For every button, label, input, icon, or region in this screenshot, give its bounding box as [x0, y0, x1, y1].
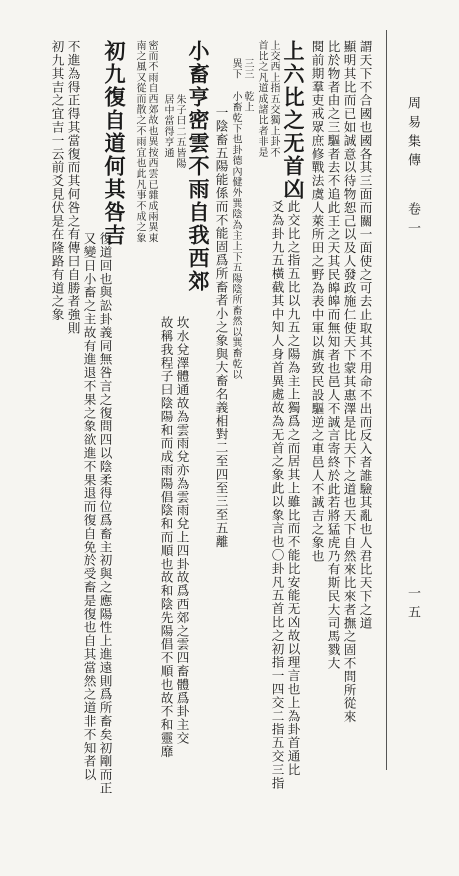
text-column: 又變日小畜之主故有進退不果之象欲進不果退而復自免於受畜是復也自其當然之道非不知者以 — [81, 232, 97, 782]
text-column: 閱前期羣吏戒眾庶修戰法虞人萊所田之野為表中軍以旗致民設驅逆之車邑人不誠吉之象也 — [309, 40, 325, 563]
hexagram-label: 異下 小畜乾下也卦德內健外巽陰為主上下五陽陰所畜然以巽畜乾以 — [230, 58, 241, 380]
text-column: 一陰畜五陽能係而不能固爲所畜者小之象與大畜名義相對二至四至三至五離 — [213, 106, 229, 549]
annotation-column: 朱子曰二五皆陽 — [174, 94, 185, 169]
book-title-label: 周易集傳 — [405, 96, 420, 172]
text-column: 初九其吉之宜吉一云前爻見伏是在隆路有道之象 — [49, 40, 65, 322]
annotation-column: 首比之凡道成諸比者非是 — [256, 40, 267, 158]
text-column: 坎水兌澤體通故為雲雨兌亦為雲雨兌上四卦故爲西郊之雲四畜體爲卦主交 — [174, 316, 190, 745]
text-column: 比於物者由之三驅者去不追此王之天其民皞皞而無知者也邑人不誠言寄終於此若將猛虎乃有斯民大司馬戮大 — [325, 40, 341, 670]
margin-rule — [386, 30, 387, 770]
annotation-column: 南之風又從而散之不雨宜也此凡事不成之象 — [134, 40, 145, 244]
line-heading: 上六比之无首凶 — [281, 40, 306, 201]
text-column: 此交比之指五比以九五之陽為主上獨爲之而居其上雖比而不能比安能无凶故以理言也上為卦首通比 — [285, 200, 301, 777]
text-column: 謂天下不合國也國各其三面而關一面使之可去止取其不用命不出而反入者誰驗其亂也人君比天下之道 — [357, 40, 373, 630]
annotation-column: 密而不雨自西郊故也異按西雲已雜成兩異東 — [146, 40, 157, 244]
page-number-label: 一五 — [405, 586, 420, 624]
text-column: 不進為得正得其當復而其何咎之有傳曰自勝者強則 — [65, 40, 81, 335]
text-column: 爻為卦九五橫截其中知人身首異處故為无首之象此以象言也〇卦凡五首比之初指一四交二指五交三指 — [269, 200, 285, 790]
line-heading: 初九復自道何其咎吉 — [102, 40, 127, 247]
hexagram-heading: 小畜亨密雲不雨自我西郊 — [186, 40, 211, 293]
annotation-column: 居中當得亨通 — [162, 94, 173, 159]
annotation-column: 上交西上指五交獨上卦不 — [268, 40, 279, 158]
text-column: 復道回也與訟卦義同無咎言之復問四以陰柔得位爲畜主初與之應陽性上進遠則爲所畜矣初剛而正 — [97, 232, 113, 795]
text-column: 顯明其比而已如誠意以待物恕己以及人發政施仁使天下蒙其惠澤是比天下之道也天下自然來比來者撫之固不問所從來 — [341, 40, 357, 724]
volume-label: 卷一 — [405, 202, 420, 240]
text-column: 故稱我程子曰陰陽和而成雨陽倡陰和而順也故和陰先陽倡不順也故不和靈靡 — [158, 316, 174, 759]
hexagram-symbol: 三三 乾上 — [242, 58, 253, 113]
